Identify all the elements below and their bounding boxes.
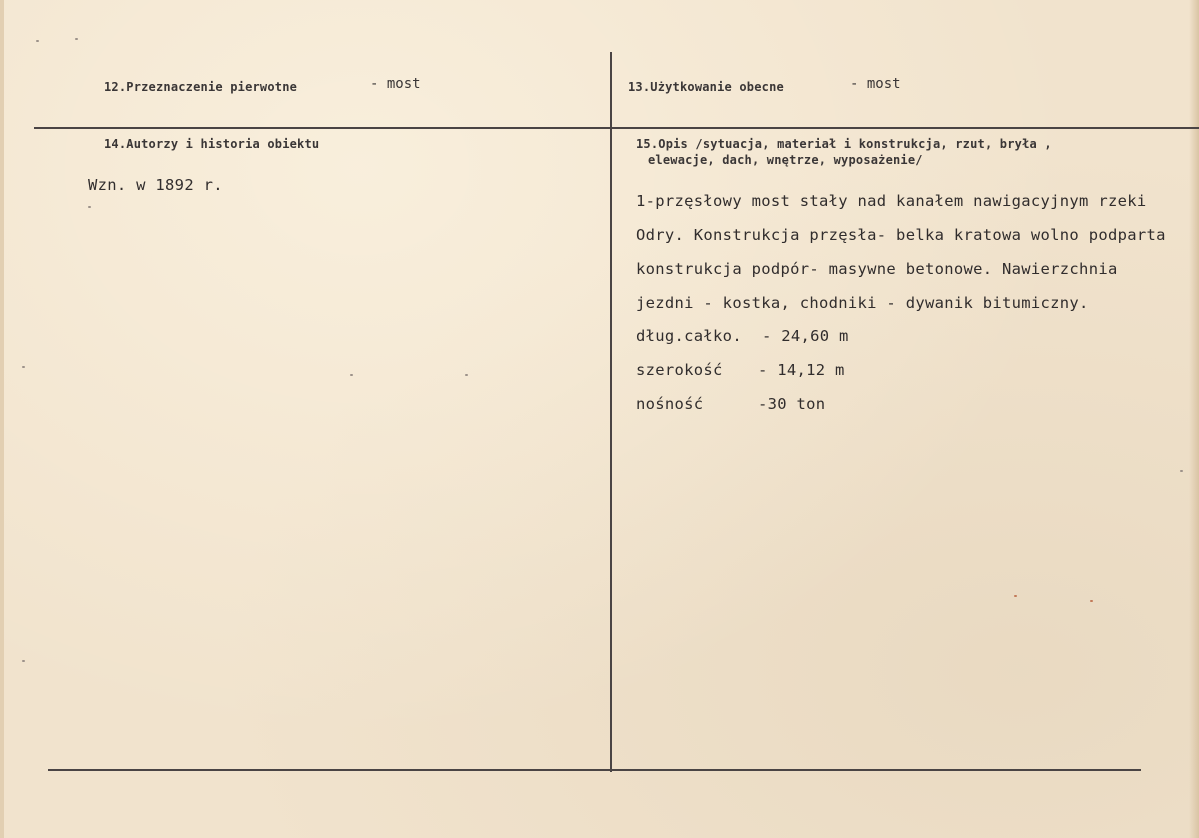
description-line: konstrukcja podpór- masywne betonowe. Nawierzchnia <box>636 260 1118 278</box>
card-left-edge <box>0 0 4 838</box>
paper-speck <box>88 206 91 208</box>
paper-speck <box>36 40 39 42</box>
card-right-edge <box>1189 0 1199 838</box>
description-line: jezdni - kostka, chodniki - dywanik bitumiczny. <box>636 294 1089 312</box>
field-13-value: - most <box>850 76 901 92</box>
dimension-value-width: - 14,12 m <box>758 361 845 379</box>
field-15-label-line-1: 15.Opis /sytuacja, materiał i konstrukcja, rzut, bryła , <box>636 137 1052 151</box>
dimension-name-capacity: nośność <box>636 395 704 413</box>
field-12-label: 12.Przeznaczenie pierwotne <box>104 80 298 94</box>
paper-speck <box>1014 595 1017 597</box>
bottom-divider-line <box>48 769 1141 771</box>
paper-speck <box>22 366 25 368</box>
top-divider-line <box>34 127 1199 129</box>
column-divider-line <box>610 52 612 772</box>
description-line: Odry. Konstrukcja przęsła- belka kratowa wolno podparta <box>636 226 1166 244</box>
field-14-value: Wzn. w 1892 r. <box>88 176 223 194</box>
dimension-name-length: dług.całko. <box>636 327 742 345</box>
field-13-label: 13.Użytkowanie obecne <box>628 80 784 94</box>
paper-speck <box>350 374 353 376</box>
dimension-value-capacity: -30 ton <box>758 395 826 413</box>
paper-speck <box>1180 470 1183 472</box>
description-line: 1-przęsłowy most stały nad kanałem nawigacyjnym rzeki <box>636 192 1147 210</box>
field-15-label-line-2: elewacje, dach, wnętrze, wyposażenie/ <box>648 153 923 167</box>
paper-speck <box>22 660 25 662</box>
dimension-value-length: - 24,60 m <box>762 327 849 345</box>
dimension-name-width: szerokość <box>636 361 723 379</box>
paper-speck <box>465 374 468 376</box>
field-12-value: - most <box>370 76 421 92</box>
paper-speck <box>75 38 78 40</box>
field-14-label: 14.Autorzy i historia obiektu <box>104 137 320 151</box>
paper-speck <box>1090 600 1093 602</box>
